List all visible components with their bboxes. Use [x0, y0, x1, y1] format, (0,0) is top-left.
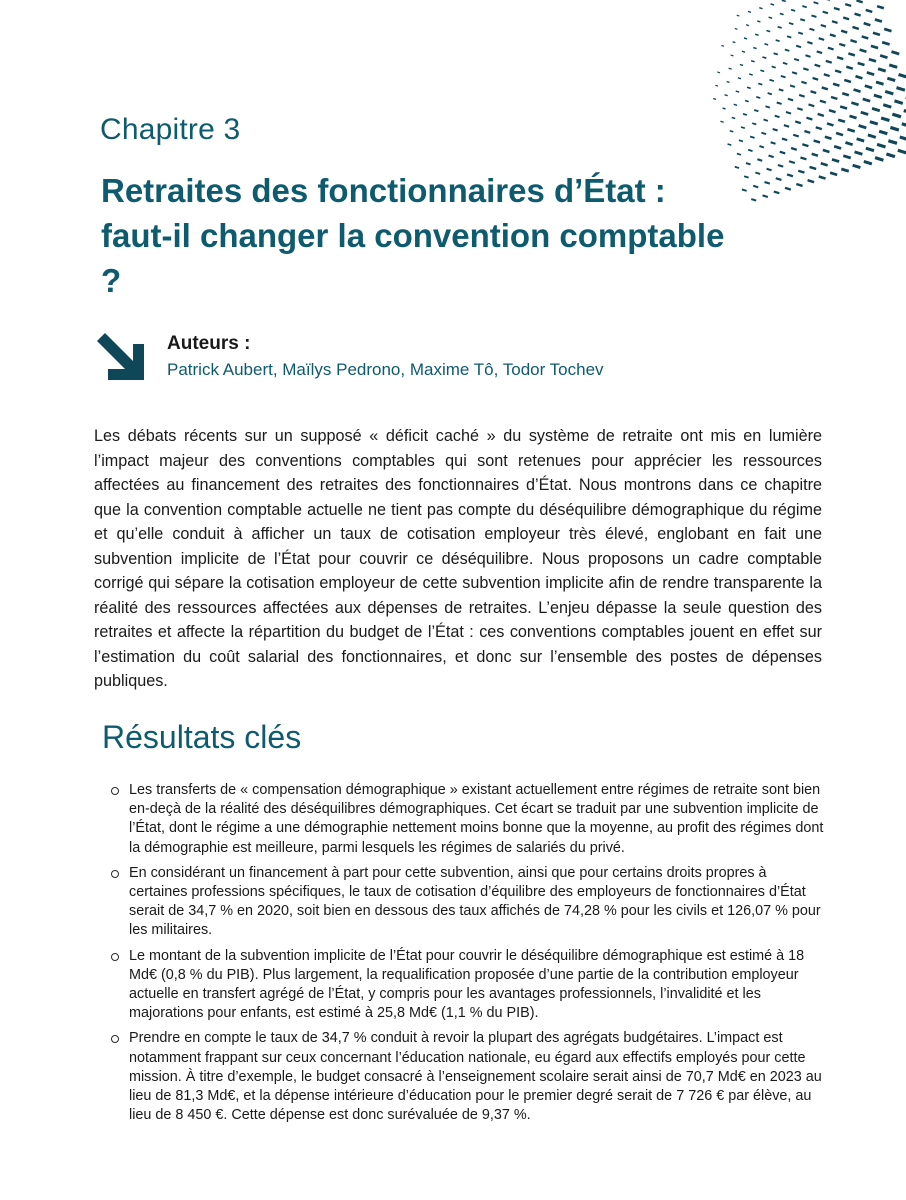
key-result-item	[102, 947, 826, 1024]
arrow-down-right-icon	[96, 333, 146, 381]
circle-bullet-icon	[111, 953, 119, 961]
key-result-text: En considérant un financement à part pour cette subvention, ainsi que pour certains droits propres à certaines professions spécifiques, le taux de cotisation d’équilibre des employeurs de fonctionnaires d’État serait de 34,7 % en 2020, soit bien en dessous des taux affichés de 74,28 % pour les civils et 126,07 % pour les militaires.	[129, 864, 821, 939]
key-result-item	[102, 864, 826, 941]
chapter-title: Retraites des fonctionnaires d’État : faut-il changer la convention comptable ?	[101, 172, 725, 299]
key-results-list	[102, 781, 826, 1131]
key-result-text: Prendre en compte le taux de 34,7 % conduit à revoir la plupart des agrégats budgétaires. L’impact est notamment frappant sur ceux concernant l’éducation nationale, eu égard aux effectifs employés pour cette mission. À titre d’exemple, le budget consacré à l’enseignement scolaire serait ainsi de 70,7 Md€ en 2023 au lieu de 81,3 Md€, et la dépense intérieure d’éducation pour le premier degré serait de 7 726 € par élève, au lieu de 8 450 €. Cette dépense est donc surévaluée de 9,37 %.	[129, 1030, 822, 1124]
key-result-item	[102, 1029, 826, 1125]
circle-bullet-icon	[111, 870, 119, 878]
circle-bullet-icon	[111, 1035, 119, 1043]
chapter-label: Chapitre 3	[100, 113, 241, 146]
abstract-paragraph: Les débats récents sur un supposé « déficit caché » du système de retraite ont mis en lumière l’impact majeur des conventions comptables qui sont retenues pour apprécier les ressources affectées au financement des retraites des fonctionnaires d’État. Nous montrons dans ce chapitre que la convention comptable actuelle ne tient pas compte du déséquilibre démographique du régime et qu’elle conduit à afficher un taux de cotisation employeur très élevé, englobant en fait une subvention implicite de l’État pour couvrir ce déséquilibre. Nous proposons un cadre comptable corrigé qui sépare la cotisation employeur de cette subvention implicite afin de rendre transparente la réalité des ressources affectées aux dépenses de retraites. L’enjeu dépasse la seule question des retraites et affecte la répartition du budget de l’État : ces conventions comptables jouent en effet sur l’estimation du coût salarial des fonctionnaires, et donc sur l’ensemble des postes de dépenses publiques.	[94, 427, 822, 690]
authors-heading: Auteurs :	[167, 333, 251, 354]
key-results-heading: Résultats clés	[102, 719, 302, 755]
authors-names: Patrick Aubert, Maïlys Pedrono, Maxime Tô, Todor Tochev	[167, 360, 604, 379]
circle-bullet-icon	[111, 787, 119, 795]
key-result-item	[102, 781, 826, 858]
key-result-text: Les transferts de « compensation démographique » existant actuellement entre régimes de retraite sont bien en-deçà de la réalité des déséquilibres démographiques. Cet écart se traduit par une subvention implicite de l’État, dont le régime a une démographie nettement moins bonne que la moyenne, au profit des régimes dont la démographie est meilleure, parmi lesquels les régimes de salariés du privé.	[129, 782, 824, 856]
key-result-text: Le montant de la subvention implicite de l’État pour couvrir le déséquilibre démographique est estimé à 18 Md€ (0,8 % du PIB). Plus largement, la requalification proposée d’une partie de la contribution employeur actuelle en transfert agrégé de l’État, y compris pour les avantages professionnels, l’invalidité et les majorations pour enfants, est estimé à 25,8 Md€ (1,1 % du PIB).	[129, 947, 805, 1022]
